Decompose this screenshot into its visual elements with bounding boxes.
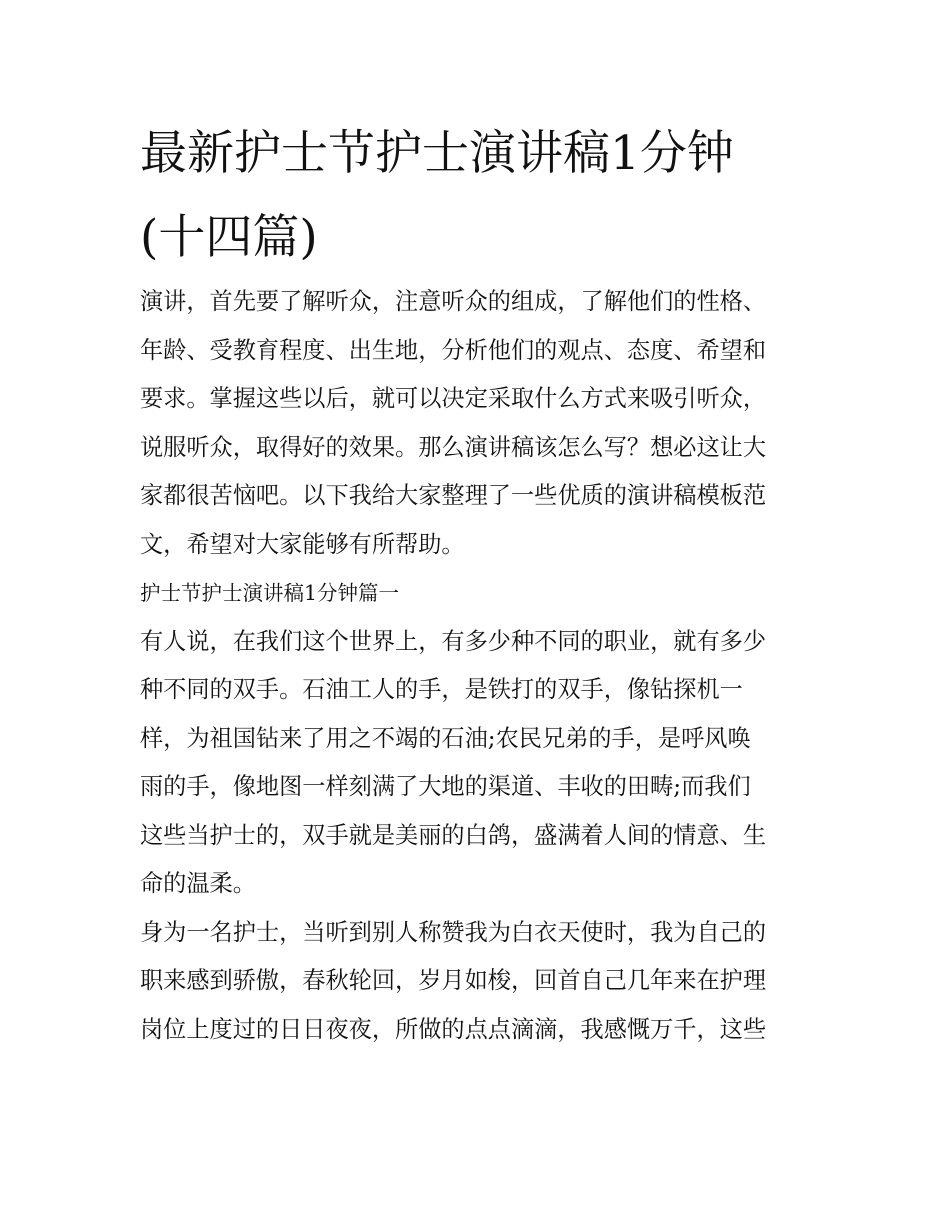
body-text-line: 有人说，在我们这个世界上，有多少种不同的职业，就有多少 bbox=[140, 627, 767, 655]
body-text-line: 身为一名护士，当听到别人称赞我为白衣天使时，我为自己的 bbox=[140, 918, 767, 946]
body-text-line: 职来感到骄傲，春秋轮回，岁月如梭，回首自己几年来在护理 bbox=[140, 967, 767, 994]
section-heading: 护士节护士演讲稿1分钟篇一 bbox=[140, 581, 400, 605]
body-text-line: 文，希望对大家能够有所帮助。 bbox=[140, 530, 465, 558]
body-text-line: 年龄、受教育程度、出生地，分析他们的观点、态度、希望和 bbox=[140, 336, 767, 364]
body-text-line: 这些当护士的，双手就是美丽的白鸽，盛满着人间的情意、生 bbox=[140, 821, 767, 849]
body-text-line: 岗位上度过的日日夜夜，所做的点点滴滴，我感慨万千，这些 bbox=[140, 1015, 767, 1043]
document-title bbox=[140, 112, 820, 280]
body-text-line: 种不同的双手。石油工人的手，是铁打的双手，像钻探机一 bbox=[140, 676, 743, 703]
body-text-line: 要求。掌握这些以后，就可以决定采取什么方式来吸引听众， bbox=[140, 385, 767, 412]
body-text-line: 雨的手，像地图一样刻满了大地的渠道、丰收的田畴;而我们 bbox=[140, 773, 751, 800]
body-text-line: 样，为祖国钻来了用之不竭的石油;农民兄弟的手，是呼风唤 bbox=[140, 724, 751, 752]
body-text-line: 命的温柔。 bbox=[140, 870, 256, 897]
title-line-1: 最新护士节护士演讲稿1分钟 bbox=[140, 126, 734, 181]
body-text-line: 演讲，首先要了解听众，注意听众的组成，了解他们的性格、 bbox=[140, 288, 767, 315]
body-text-line: 说服听众，取得好的效果。那么演讲稿该怎么写？想必这让大 bbox=[140, 433, 767, 461]
document-body bbox=[140, 278, 830, 1054]
body-text-line: 家都很苦恼吧。以下我给大家整理了一些优质的演讲稿模板范 bbox=[140, 482, 767, 509]
title-line-2: (十四篇) bbox=[140, 210, 318, 265]
